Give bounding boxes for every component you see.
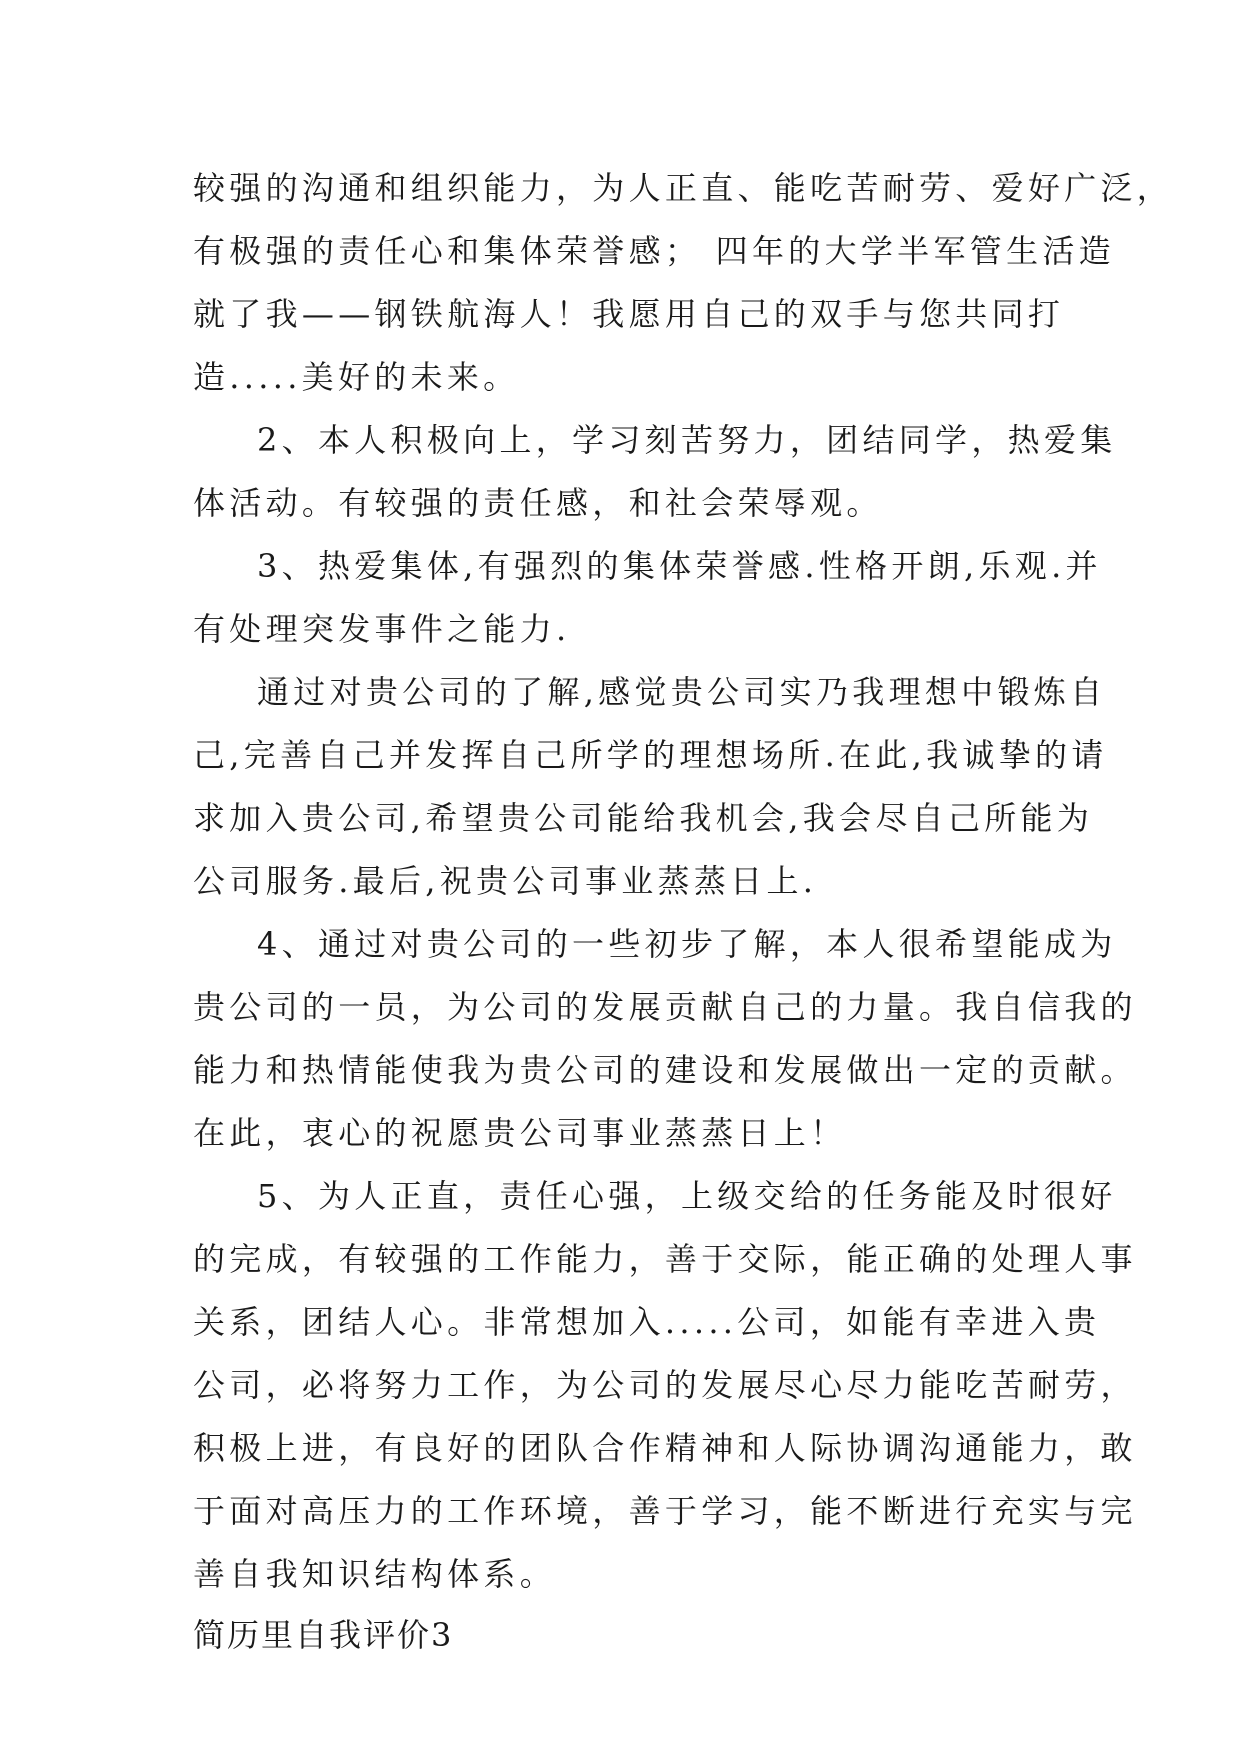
text-line: 就了我——钢铁航海人！我愿用自己的双手与您共同打 — [193, 295, 1065, 333]
text-line: 体活动。有较强的责任感，和社会荣辱观。 — [193, 484, 883, 522]
text-line: 在此，衷心的祝愿贵公司事业蒸蒸日上！ — [193, 1114, 847, 1152]
text-line: 己,完善自己并发挥自己所学的理想场所.在此,我诚挚的请 — [193, 736, 1108, 774]
section-heading: 简历里自我评价3 — [193, 1616, 454, 1654]
paragraph-3-start: 3、热爱集体,有强烈的集体荣誉感.性格开朗,乐观.并 — [257, 547, 1102, 585]
text-line: 有处理突发事件之能力. — [193, 610, 571, 648]
text-line: 贵公司的一员，为公司的发展贡献自己的力量。我自信我的 — [193, 988, 1137, 1026]
text-line: 较强的沟通和组织能力，为人正直、能吃苦耐劳、爱好广泛， — [193, 169, 1174, 207]
text-line: 有极强的责任心和集体荣誉感； 四年的大学半军管生活造 — [193, 232, 1115, 270]
text-line: 关系，团结人心。非常想加入.....公司，如能有幸进入贵 — [193, 1303, 1101, 1341]
text-line: 积极上进，有良好的团队合作精神和人际协调沟通能力，敢 — [193, 1429, 1137, 1467]
text-line: 于面对高压力的工作环境，善于学习，能不断进行充实与完 — [193, 1492, 1137, 1530]
text-line: 公司服务.最后,祝贵公司事业蒸蒸日上. — [193, 862, 818, 900]
paragraph-2-start: 2、本人积极向上，学习刻苦努力，团结同学，热爱集 — [257, 421, 1117, 459]
paragraph-4-start: 4、通过对贵公司的一些初步了解，本人很希望能成为 — [257, 925, 1117, 963]
text-line: 能力和热情能使我为贵公司的建设和发展做出一定的贡献。 — [193, 1051, 1137, 1089]
text-line: 善自我知识结构体系。 — [193, 1555, 557, 1593]
paragraph-5-start: 5、为人正直，责任心强，上级交给的任务能及时很好 — [257, 1177, 1117, 1215]
paragraph-start: 通过对贵公司的了解,感觉贵公司实乃我理想中锻炼自 — [257, 673, 1107, 711]
text-line: 造.....美好的未来。 — [193, 358, 520, 396]
text-line: 的完成，有较强的工作能力，善于交际，能正确的处理人事 — [193, 1240, 1137, 1278]
text-line: 公司，必将努力工作，为公司的发展尽心尽力能吃苦耐劳， — [193, 1366, 1137, 1404]
text-line: 求加入贵公司,希望贵公司能给我机会,我会尽自己所能为 — [193, 799, 1094, 837]
